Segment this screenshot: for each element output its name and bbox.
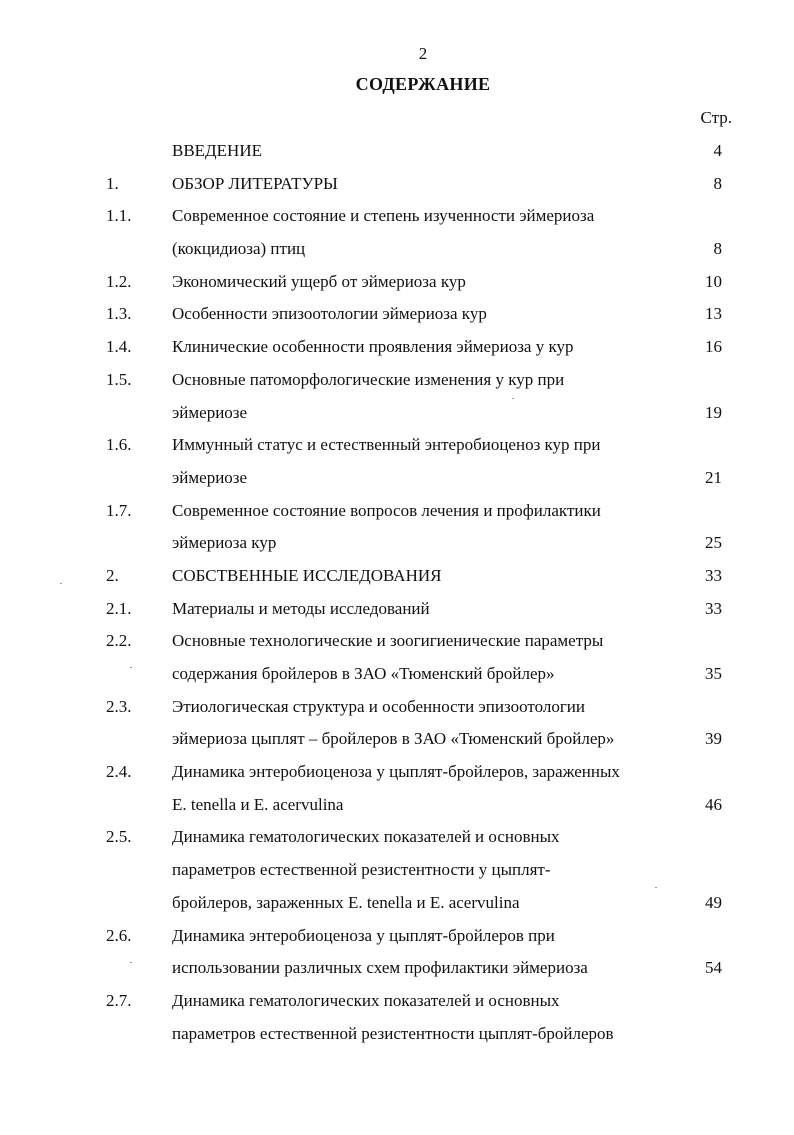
toc-entry-number: 1.5.: [106, 369, 132, 389]
toc-entry-title: Иммунный статус и естественный энтеробиоценоз кур при: [172, 435, 601, 455]
toc-entry: [0, 560, 794, 593]
toc-entry-page: 25: [705, 533, 722, 553]
toc-entry-continuation: [0, 658, 794, 691]
toc-entry-number: 2.2.: [106, 631, 132, 651]
toc-entry: [0, 920, 794, 953]
toc-entry: [0, 495, 794, 528]
toc-entry-title: Динамика энтеробиоценоза у цыплят-бройлеров, зараженных: [172, 762, 620, 782]
toc-entry: [0, 200, 794, 233]
toc-entry-continuation: [0, 854, 794, 887]
toc-entry-number: 2.: [106, 565, 119, 585]
toc-entry-title: ВВЕДЕНИЕ: [172, 141, 262, 160]
toc-entry-number: 2.7.: [106, 990, 132, 1010]
toc-entry-title: Особенности эпизоотологии эймериоза кур: [172, 304, 487, 324]
toc-entry-continuation: [0, 887, 794, 920]
toc-entry-page: 8: [713, 173, 722, 193]
toc-entry-page: 54: [705, 958, 722, 978]
toc-entry-page: 33: [705, 565, 722, 585]
toc-entry-page: 4: [713, 141, 722, 160]
toc-entry-title: СОБСТВЕННЫЕ ИССЛЕДОВАНИЯ: [172, 565, 442, 585]
toc-entry: [0, 331, 794, 364]
toc-entry-continuation: [0, 527, 794, 560]
toc-entry-continuation: [0, 1018, 794, 1051]
toc-entry-number: 1.3.: [106, 304, 132, 324]
toc-entry: [0, 364, 794, 397]
toc-entry-title: содержания бройлеров в ЗАО «Тюменский бройлер»: [172, 664, 555, 683]
toc-entry-title: Экономический ущерб от эймериоза кур: [172, 271, 466, 291]
toc-entry-number: 1.1.: [106, 206, 132, 226]
toc-entry-title: Динамика гематологических показателей и основных: [172, 827, 560, 847]
toc-entry: [0, 135, 794, 168]
toc-entry-number: 1.7.: [106, 500, 132, 520]
toc-entry: [0, 821, 794, 854]
toc-entry-continuation: [0, 233, 794, 266]
toc-entry-continuation: [0, 789, 794, 822]
toc-entry-continuation: [0, 397, 794, 430]
toc-entry-number: 1.4.: [106, 337, 132, 357]
page-number: 2: [418, 44, 428, 63]
toc-entry-number: 2.5.: [106, 827, 132, 847]
toc-entry-page: 13: [705, 304, 722, 324]
toc-entry-page: 16: [705, 337, 722, 357]
toc-entry: [0, 429, 794, 462]
toc-entry-page: 8: [713, 239, 722, 259]
toc-entry-title: Динамика гематологических показателей и основных: [172, 990, 560, 1010]
page-title: СОДЕРЖАНИЕ: [355, 74, 491, 94]
toc-entry: [0, 756, 794, 789]
toc-entry-number: 2.3.: [106, 696, 132, 716]
toc-entry-page: 39: [705, 729, 722, 749]
toc-entry-title: Клинические особенности проявления эймериоза у кур: [172, 337, 574, 357]
toc-entry-title: эймериоза кур: [172, 533, 277, 553]
toc-entry-title: ОБЗОР ЛИТЕРАТУРЫ: [172, 173, 338, 193]
toc-entry-title: эймериоза цыплят – бройлеров в ЗАО «Тюменский бройлер»: [172, 729, 615, 749]
toc-entry-page: 49: [705, 892, 722, 912]
toc-entry-continuation: [0, 952, 794, 985]
toc-entry-title: Современное состояние и степень изученности эймериоза: [172, 206, 595, 226]
toc-entry: [0, 985, 794, 1018]
toc-entry-page: 33: [705, 598, 722, 618]
toc-entry-page: 10: [705, 271, 722, 291]
toc-entry-number: 2.1.: [106, 598, 132, 618]
toc-entry-page: 46: [705, 794, 722, 814]
toc-entry-title: параметров естественной резистентности цыплят-бройлеров: [172, 1023, 614, 1043]
scan-speck: [130, 667, 132, 668]
toc-entry: [0, 593, 794, 626]
toc-entry-page: 35: [705, 664, 722, 683]
scan-speck: [655, 887, 657, 888]
toc-entry-title: E. tenella и E. acervulina: [172, 794, 344, 814]
page-column-header: Стр.: [700, 108, 732, 127]
toc-entry-title: Основные патоморфологические изменения у кур при: [172, 369, 565, 389]
toc-entry: [0, 266, 794, 299]
toc-entry-page: 19: [705, 402, 722, 422]
toc-entry-number: 1.6.: [106, 435, 132, 455]
toc-entry: [0, 298, 794, 331]
table-of-contents: [0, 135, 794, 1050]
toc-entry-number: 2.4.: [106, 762, 132, 782]
toc-entry: [0, 168, 794, 201]
toc-entry: [0, 691, 794, 724]
toc-entry-title: эймериозе: [172, 402, 248, 422]
toc-entry: [0, 625, 794, 658]
toc-entry-page: 21: [705, 467, 722, 487]
toc-entry-continuation: [0, 462, 794, 495]
toc-entry-continuation: [0, 723, 794, 756]
toc-entry-title: Материалы и методы исследований: [172, 598, 430, 618]
toc-entry-title: параметров естественной резистентности у цыплят-: [172, 860, 551, 880]
toc-entry-title: использовании различных схем профилактики эймериоза: [172, 958, 588, 978]
toc-entry-number: 1.: [106, 173, 119, 193]
toc-entry-title: эймериозе: [172, 467, 248, 487]
toc-entry-title: бройлеров, зараженных E. tenella и E. acervulina: [172, 892, 520, 912]
toc-entry-title: Этиологическая структура и особенности эпизоотологии: [172, 696, 585, 716]
toc-entry-number: 1.2.: [106, 271, 132, 291]
scan-speck: [130, 962, 132, 963]
scan-speck: [512, 398, 514, 399]
scan-speck: [60, 583, 62, 584]
toc-entry-title: Динамика энтеробиоценоза у цыплят-бройлеров при: [172, 925, 555, 945]
toc-entry-title: (кокцидиоза) птиц: [172, 239, 306, 259]
toc-entry-title: Основные технологические и зоогигиенические параметры: [172, 631, 604, 651]
toc-entry-title: Современное состояние вопросов лечения и профилактики: [172, 500, 601, 520]
toc-entry-number: 2.6.: [106, 925, 132, 945]
